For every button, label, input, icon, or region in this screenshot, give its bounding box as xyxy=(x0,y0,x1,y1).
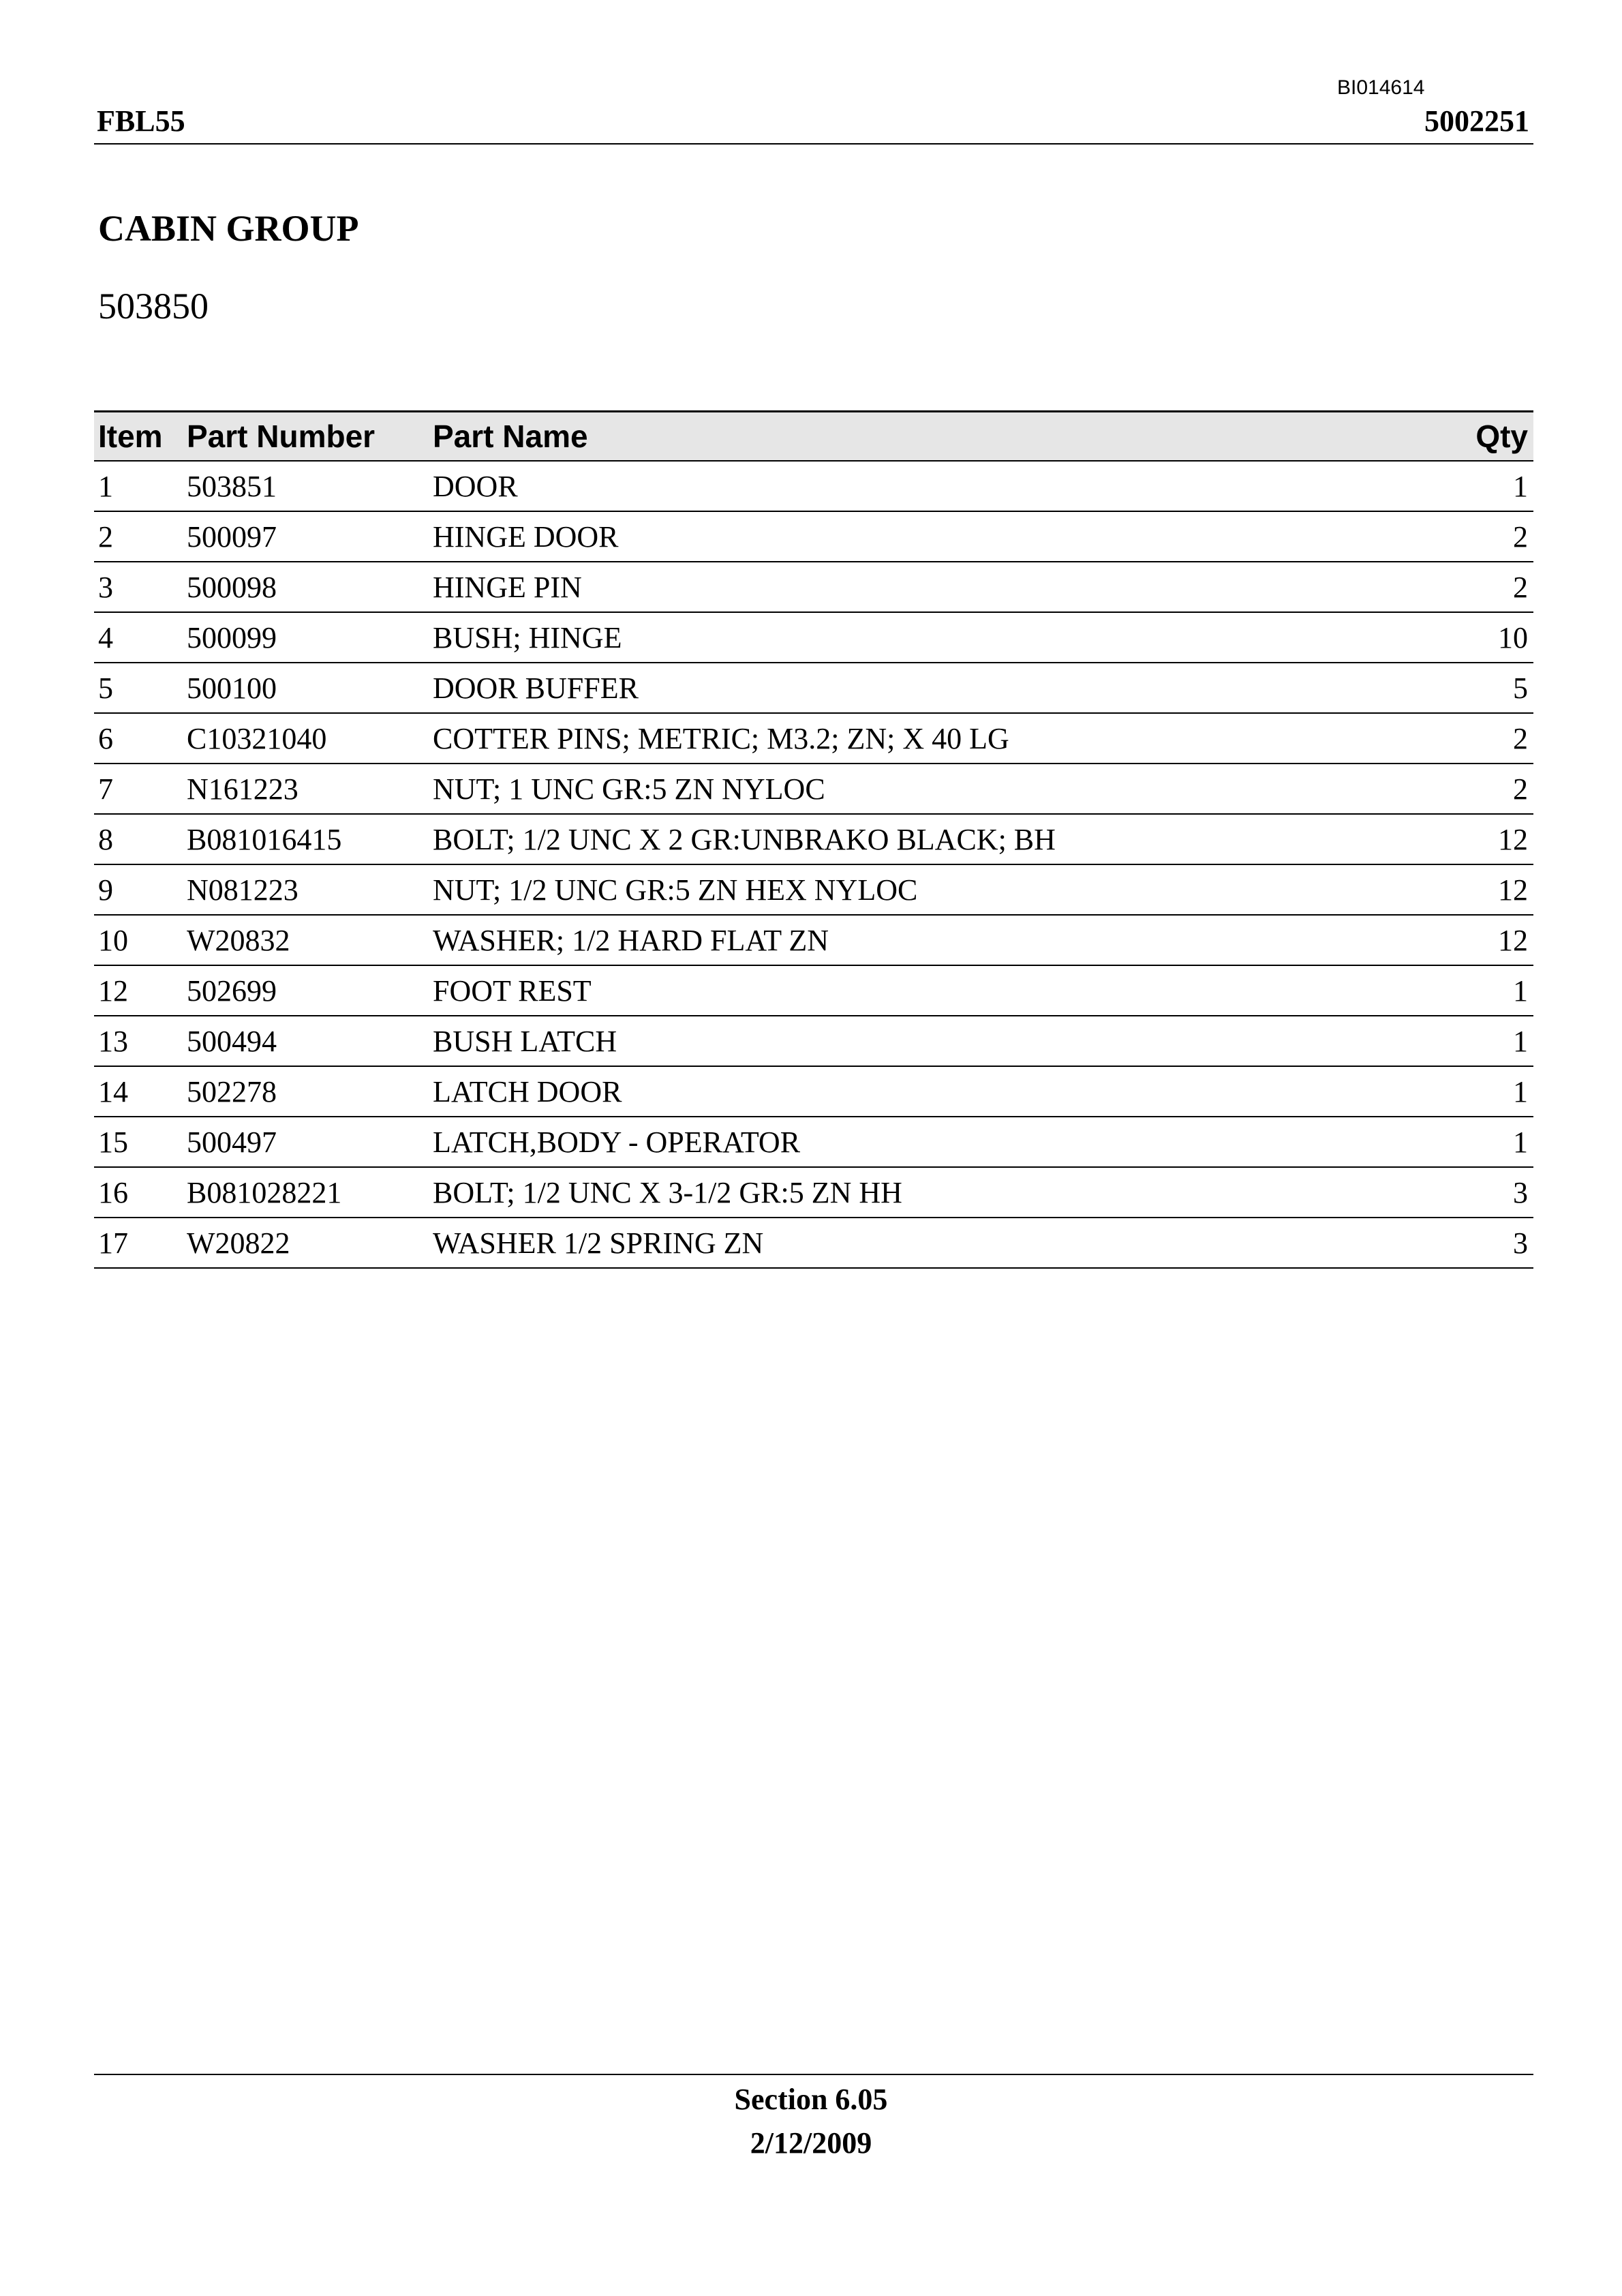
qty-cell: 1 xyxy=(1433,1066,1533,1117)
table-row xyxy=(94,713,1533,764)
qty-cell: 3 xyxy=(1433,1167,1533,1218)
part-name-cell: BUSH LATCH xyxy=(429,1016,1433,1066)
part-number-cell: 500494 xyxy=(183,1016,429,1066)
item-cell: 6 xyxy=(94,713,183,764)
table-row xyxy=(94,1066,1533,1117)
table-row xyxy=(94,814,1533,864)
table-row xyxy=(94,965,1533,1016)
qty-cell: 2 xyxy=(1433,764,1533,814)
part-number-cell: 500100 xyxy=(183,663,429,713)
parts-table xyxy=(94,410,1533,1269)
qty-cell: 2 xyxy=(1433,562,1533,612)
item-cell: 5 xyxy=(94,663,183,713)
part-number-cell: N081223 xyxy=(183,864,429,915)
table-row xyxy=(94,612,1533,663)
part-number-cell: 500497 xyxy=(183,1117,429,1167)
part-name-cell: HINGE DOOR xyxy=(429,511,1433,562)
part-name-cell: WASHER; 1/2 HARD FLAT ZN xyxy=(429,915,1433,965)
header-divider xyxy=(94,143,1533,145)
part-number-cell: 500099 xyxy=(183,612,429,663)
item-cell: 16 xyxy=(94,1167,183,1218)
table-row xyxy=(94,663,1533,713)
part-name-cell: DOOR BUFFER xyxy=(429,663,1433,713)
part-number-cell: B081028221 xyxy=(183,1167,429,1218)
group-number: 503850 xyxy=(98,286,209,327)
table-row xyxy=(94,562,1533,612)
table-header-row xyxy=(94,412,1533,462)
part-number-cell: 500098 xyxy=(183,562,429,612)
part-number-cell: B081016415 xyxy=(183,814,429,864)
part-number-cell: W20822 xyxy=(183,1218,429,1268)
part-name-cell: LATCH DOOR xyxy=(429,1066,1433,1117)
item-cell: 14 xyxy=(94,1066,183,1117)
part-name-cell: NUT; 1 UNC GR:5 ZN NYLOC xyxy=(429,764,1433,814)
qty-cell: 3 xyxy=(1433,1218,1533,1268)
footer-section: Section 6.05 xyxy=(734,2083,888,2116)
footer-date: 2/12/2009 xyxy=(750,2126,872,2160)
column-header-qty: Qty xyxy=(1433,412,1533,462)
part-number-cell: C10321040 xyxy=(183,713,429,764)
part-number-cell: W20832 xyxy=(183,915,429,965)
part-number-cell: 500097 xyxy=(183,511,429,562)
part-name-cell: NUT; 1/2 UNC GR:5 ZN HEX NYLOC xyxy=(429,864,1433,915)
part-name-cell: LATCH,BODY - OPERATOR xyxy=(429,1117,1433,1167)
part-name-cell: BUSH; HINGE xyxy=(429,612,1433,663)
part-number-cell: 503851 xyxy=(183,461,429,511)
qty-cell: 1 xyxy=(1433,965,1533,1016)
qty-cell: 1 xyxy=(1433,1016,1533,1066)
item-cell: 8 xyxy=(94,814,183,864)
item-cell: 9 xyxy=(94,864,183,915)
footer-divider xyxy=(94,2074,1533,2075)
qty-cell: 12 xyxy=(1433,915,1533,965)
table-row xyxy=(94,511,1533,562)
item-cell: 17 xyxy=(94,1218,183,1268)
qty-cell: 1 xyxy=(1433,461,1533,511)
part-number-cell: 502699 xyxy=(183,965,429,1016)
table-row xyxy=(94,915,1533,965)
part-number-cell: 502278 xyxy=(183,1066,429,1117)
model-name: FBL55 xyxy=(97,104,185,138)
qty-cell: 1 xyxy=(1433,1117,1533,1167)
group-title: CABIN GROUP xyxy=(98,208,359,249)
table-row xyxy=(94,1218,1533,1268)
qty-cell: 5 xyxy=(1433,663,1533,713)
qty-cell: 2 xyxy=(1433,713,1533,764)
qty-cell: 10 xyxy=(1433,612,1533,663)
table-row xyxy=(94,764,1533,814)
item-cell: 10 xyxy=(94,915,183,965)
part-name-cell: COTTER PINS; METRIC; M3.2; ZN; X 40 LG xyxy=(429,713,1433,764)
item-cell: 1 xyxy=(94,461,183,511)
table-row xyxy=(94,1167,1533,1218)
item-cell: 3 xyxy=(94,562,183,612)
part-number-cell: N161223 xyxy=(183,764,429,814)
part-name-cell: HINGE PIN xyxy=(429,562,1433,612)
column-header-part-name: Part Name xyxy=(429,412,1433,462)
column-header-item: Item xyxy=(94,412,183,462)
table-row xyxy=(94,461,1533,511)
part-name-cell: BOLT; 1/2 UNC X 3-1/2 GR:5 ZN HH xyxy=(429,1167,1433,1218)
part-name-cell: BOLT; 1/2 UNC X 2 GR:UNBRAKO BLACK; BH xyxy=(429,814,1433,864)
part-name-cell: DOOR xyxy=(429,461,1433,511)
qty-cell: 12 xyxy=(1433,814,1533,864)
qty-cell: 2 xyxy=(1433,511,1533,562)
table-row xyxy=(94,1117,1533,1167)
header-number: 5002251 xyxy=(1424,104,1529,138)
document-code: BI014614 xyxy=(1337,76,1425,99)
table-row xyxy=(94,1016,1533,1066)
item-cell: 7 xyxy=(94,764,183,814)
qty-cell: 12 xyxy=(1433,864,1533,915)
item-cell: 2 xyxy=(94,511,183,562)
item-cell: 4 xyxy=(94,612,183,663)
part-name-cell: WASHER 1/2 SPRING ZN xyxy=(429,1218,1433,1268)
table-row xyxy=(94,864,1533,915)
part-name-cell: FOOT REST xyxy=(429,965,1433,1016)
item-cell: 15 xyxy=(94,1117,183,1167)
item-cell: 13 xyxy=(94,1016,183,1066)
column-header-part-number: Part Number xyxy=(183,412,429,462)
item-cell: 12 xyxy=(94,965,183,1016)
